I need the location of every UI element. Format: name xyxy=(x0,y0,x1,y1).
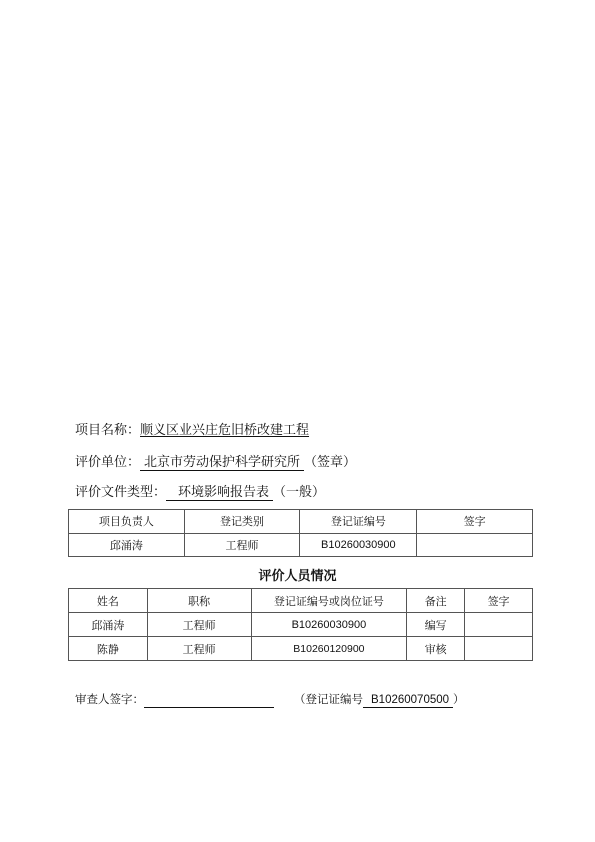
reviewer-signature-blank xyxy=(144,695,274,708)
leader-signature-cell xyxy=(417,533,533,557)
staff-signature-cell xyxy=(465,637,533,661)
table-row xyxy=(69,637,533,661)
document-type-note: （一般） xyxy=(273,485,326,500)
document-type-value: 环境影响报告表 xyxy=(166,486,273,501)
leader-category-cell: 工程师 xyxy=(184,533,300,557)
staff-reg-number-cell: B10260120900 xyxy=(251,637,407,661)
header-cell: 登记证编号或岗位证号 xyxy=(251,589,407,613)
table-header-row xyxy=(69,589,533,613)
staff-title-cell: 工程师 xyxy=(147,637,251,661)
staff-remark-cell: 编写 xyxy=(407,613,465,637)
staff-remark-cell: 审核 xyxy=(407,637,465,661)
reviewer-label: 审查人签字： xyxy=(75,692,144,706)
staff-reg-number-cell: B10260030900 xyxy=(251,613,407,637)
reviewer-reg-prefix: （登记证编号 xyxy=(294,692,363,706)
header-cell: 姓名 xyxy=(69,589,148,613)
document-type-line xyxy=(75,485,325,501)
evaluation-staff-table xyxy=(68,588,533,661)
leader-name-cell: 邱涌涛 xyxy=(69,533,185,557)
project-name-value: 顺义区业兴庄危旧桥改建工程 xyxy=(140,423,310,438)
leader-reg-number-cell: B10260030900 xyxy=(300,533,417,557)
header-cell: 登记类别 xyxy=(184,510,300,534)
table-header-row xyxy=(69,510,533,534)
reviewer-signature-line xyxy=(75,691,465,708)
header-cell: 项目负责人 xyxy=(69,510,185,534)
table-row xyxy=(69,613,533,637)
evaluation-unit-value: 北京市劳动保护科学研究所 xyxy=(140,456,304,471)
evaluation-unit-line xyxy=(75,455,356,471)
stamp-note: （签章） xyxy=(304,455,357,470)
staff-signature-cell xyxy=(465,613,533,637)
header-cell: 备注 xyxy=(407,589,465,613)
evaluation-unit-label: 评价单位： xyxy=(75,455,141,470)
header-cell: 签字 xyxy=(417,510,533,534)
project-name-line xyxy=(75,423,309,439)
reviewer-reg-suffix: ） xyxy=(453,692,465,706)
staff-name-cell: 邱涌涛 xyxy=(69,613,148,637)
document-type-label: 评价文件类型： xyxy=(75,485,167,500)
header-cell: 职称 xyxy=(147,589,251,613)
staff-section-title: 评价人员情况 xyxy=(258,569,337,584)
reviewer-reg-number: B10260070500 xyxy=(363,694,453,708)
staff-title-cell: 工程师 xyxy=(147,613,251,637)
project-name-label: 项目名称： xyxy=(75,423,141,438)
staff-name-cell: 陈静 xyxy=(69,637,148,661)
table-row xyxy=(69,533,533,557)
header-cell: 登记证编号 xyxy=(300,510,417,534)
project-leader-table xyxy=(68,509,533,557)
header-cell: 签字 xyxy=(465,589,533,613)
